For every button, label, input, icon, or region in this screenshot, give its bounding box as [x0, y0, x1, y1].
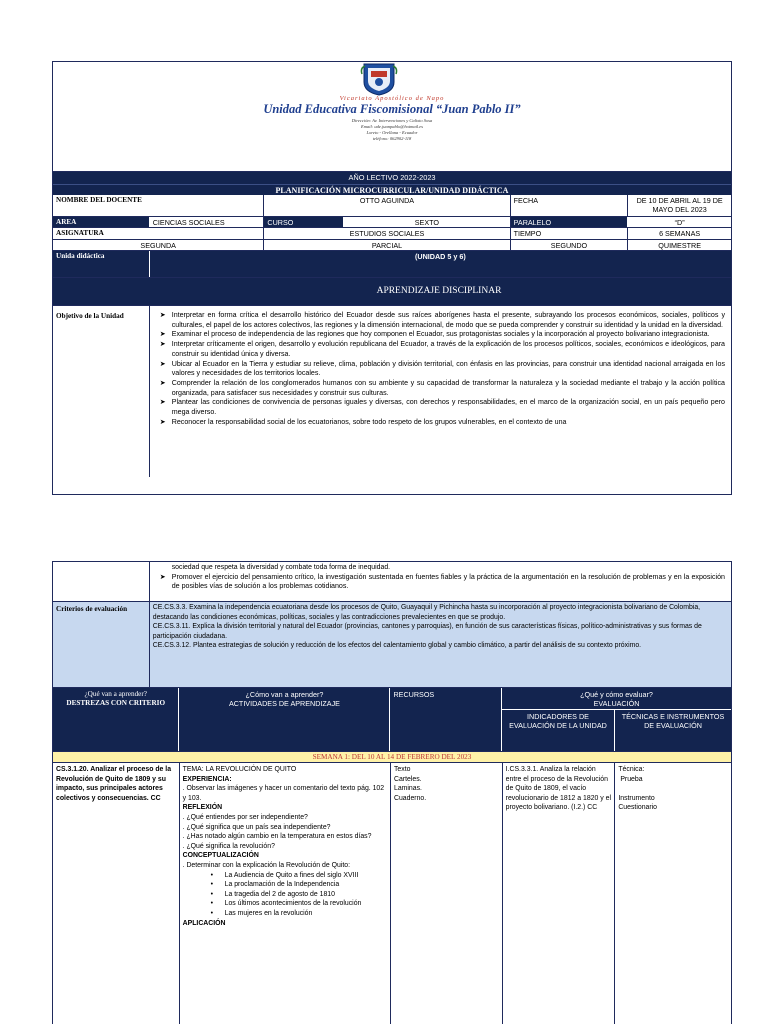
- school-year: AÑO LECTIVO 2022-2023: [348, 173, 436, 182]
- actividad-bullet: • La Audiencia de Quito a fines del siglo XVIII: [210, 871, 359, 879]
- actividad-bullet: • La proclamación de la Independencia: [210, 881, 340, 889]
- recursos-cell: [391, 763, 503, 1024]
- arrow-bullet-icon: ➤: [159, 331, 166, 339]
- arrow-bullet-icon: ➤: [159, 360, 166, 368]
- arrow-bullet-icon: ➤: [159, 341, 166, 349]
- objetivo-item: ➤ Examinar el proceso de independencia de las regiones que hoy componen el Ecuador, sus protagonistas sociales y la incorporación al proyecto bolivariano integracionista.: [159, 330, 710, 339]
- actividad-line: . ¿Has notado algún cambio en la temperatura en estos días?: [182, 833, 372, 841]
- plan-title: PLANIFICACIÓN MICROCURRICULAR/UNIDAD DIDÁCTICA: [275, 186, 509, 195]
- semana-heading: SEMANA 1: DEL 10 AL 14 DE FEBRERO DEL 2023: [312, 753, 472, 761]
- actividades-bullet-list: [211, 871, 387, 919]
- objetivo-item: ➤ Plantear las condiciones de convivencia de personas iguales y diversas, con derechos y responsabilidades, en el marco de la organización social, en un país pequeño pero mega diverso.: [159, 398, 725, 417]
- planning-page-2: [52, 561, 732, 1024]
- objetivos-continuation: [150, 562, 731, 601]
- segunda-text: SEGUNDA: [53, 240, 264, 250]
- tiempo-label: TIEMPO: [511, 228, 629, 239]
- actividad-line: TEMA: LA REVOLUCIÓN DE QUITO: [182, 766, 297, 773]
- tiempo-value: 6 SEMANAS: [659, 229, 701, 238]
- dot-bullet-icon: •: [210, 871, 214, 879]
- destreza-cell: CS.3.1.20. Analizar el proceso de la Revolución de Quito de 1809 y su impacto, sus principales actores colectivos y consecuencias. CC: [53, 763, 180, 1024]
- criterios-cell: [150, 602, 731, 687]
- docente-name: OTTO AGUINDA: [264, 195, 510, 216]
- tecnicas-cell: [615, 763, 731, 1024]
- col-destrezas-header: ¿Qué van a aprender? DESTREZAS CON CRITERIO: [53, 688, 179, 751]
- col-evaluacion-header: ¿Qué y cómo evaluar? EVALUACIÓN INDICADORES DE EVALUACIÓN DE LA UNIDAD TÉCNICAS E INSTRUMENTOS DE EVALUACIÓN: [502, 688, 731, 751]
- address-line: Dirección: Av. Intervenciones y Calixto Sosa: [351, 118, 433, 123]
- dot-bullet-icon: •: [210, 900, 214, 908]
- aplicacion-label: APLICACIÓN: [182, 919, 226, 927]
- fecha-value: DE 10 DE ABRIL AL 19 DE MAYO DEL 2023: [636, 196, 723, 214]
- actividad-line: . ¿Qué significa la revolución?: [182, 842, 275, 850]
- instrumento-label: Instrumento: [618, 794, 655, 802]
- objetivo-item: ➤ Ubicar al Ecuador en la Tierra y estudiar su relieve, clima, población y división territorial, con énfasis en las provincias, para construir una identidad nacional arraigada en los valores y necesidades de los territorios locales.: [159, 359, 725, 378]
- curso-value: SEXTO: [344, 217, 511, 227]
- indicador-cell: I.CS.3.3.1. Analiza la relación entre el proceso de la Revolución de Quito de 1809, el vacío revolucionario de 1812 a 1820 y el proyecto bolivariano. (I.2.) CC: [503, 763, 616, 1024]
- actividad-line: CONCEPTUALIZACIÓN: [182, 852, 259, 860]
- dot-bullet-icon: •: [210, 890, 214, 898]
- actividad-bullet: • La tragedia del 2 de agosto de 1810: [210, 890, 335, 898]
- quimestre-text: QUIMESTRE: [658, 241, 702, 250]
- email-line: Email: ude.juanpablo@hotmail.es: [360, 124, 423, 129]
- objetivo-item: ➤ Promover el ejercicio del pensamiento crítico, la investigación sustentada en fuentes fiables y la práctica de la argumentación en la resolución de problemas y en la exposición de posibles vías de solución a los problemas cotidianos.: [159, 572, 725, 591]
- objetivo-item: ➤ Interpretar críticamente el origen, desarrollo y evolución republicana del Ecuador, a través de la explicación de los procesos políticos, sociales, económicos e ideológicos, para construir su identidad única y diversa.: [159, 340, 725, 358]
- dot-bullet-icon: •: [210, 909, 214, 917]
- arrow-bullet-icon: ➤: [159, 379, 166, 387]
- objetivo-item: ➤ Reconocer la responsabilidad social de los ecuatorianos, sobre todo respeto de los grupos vulnerables, en el contexto de una: [159, 417, 567, 426]
- segundo-text: SEGUNDO: [511, 240, 629, 250]
- arrow-bullet-icon: ➤: [159, 418, 166, 426]
- criterios-label: Criterios de evaluación: [53, 602, 150, 687]
- planning-page-1: [52, 61, 732, 495]
- recurso-item: Laminas.: [393, 785, 422, 793]
- criterio-item: CE.CS.3.11. Explica la división territorial y natural del Ecuador (provincias, cantones y parroquias), en función de sus características físicas, político-administrativas y sus formas de participación ciudadana.: [152, 623, 702, 640]
- aprendizaje-heading: APRENDIZAJE DISCIPLINAR: [376, 286, 502, 296]
- objetivos-cell: [150, 306, 731, 477]
- actividad-line: . Observar las imágenes y hacer un comentario del texto pág. 102 y 103.: [182, 785, 385, 802]
- area-label: AREA: [53, 217, 150, 227]
- criterio-item: CE.CS.3.12. Plantea estrategias de solución y reducción de los efectos del calentamiento global y cambio climático, a partir del análisis de su contexto próximo.: [152, 642, 642, 650]
- docente-label: NOMBRE DEL DOCENTE: [53, 195, 264, 216]
- actividades-cell: [180, 763, 391, 1024]
- school-header: [53, 62, 731, 172]
- unidad-value: (UNIDAD 5 y 6): [415, 252, 466, 261]
- arrow-bullet-icon: ➤: [159, 573, 166, 581]
- col-actividades-header: ¿Cómo van a aprender? ACTIVIDADES DE APRENDIZAJE: [179, 688, 390, 751]
- actividad-line: . ¿Qué entiendes por ser independiente?: [182, 813, 308, 821]
- fecha-label: FECHA: [511, 195, 629, 216]
- actividad-bullet: • Las mujeres en la revolución: [210, 909, 313, 917]
- arrow-bullet-icon: ➤: [159, 312, 166, 319]
- curso-label: CURSO: [264, 217, 344, 227]
- recurso-item: Carteles.: [393, 775, 422, 783]
- paralelo-value: “D”: [628, 217, 731, 227]
- col-recursos-header: RECURSOS: [390, 688, 502, 751]
- recurso-item: Texto: [393, 766, 411, 773]
- tecnicas-header: TÉCNICAS E INSTRUMENTOS DE EVALUACIÓN: [621, 712, 725, 730]
- paralelo-label: PARALELO: [511, 217, 629, 227]
- dot-bullet-icon: •: [210, 881, 214, 889]
- objetivo-item: ➤ Interpretar en forma crítica el desarrollo histórico del Ecuador desde sus raíces aborígenes hasta el presente, subrayando los procesos económicos, sociales, políticos y culturales, el papel de los actores colectivos, las regiones y la dimensión internacional, de modo que se pueda comprender y construir su identidad y la unidad en la diversidad.: [159, 311, 725, 329]
- asignatura-label: ASIGNATURA: [53, 228, 264, 239]
- arrow-bullet-icon: ➤: [159, 399, 166, 407]
- parcial-text: PARCIAL: [264, 240, 510, 250]
- asignatura-value: ESTUDIOS SOCIALES: [264, 228, 510, 239]
- actividad-line: REFLEXIÓN: [182, 804, 223, 812]
- school-crest-icon: [360, 62, 398, 96]
- unidad-label: Unida didáctica: [53, 251, 150, 277]
- actividad-line: . ¿Qué significa que un país sea independiente?: [182, 823, 331, 831]
- phone-line: teléfono: 062902-118: [372, 136, 412, 141]
- continuation-text: sociedad que respeta la diversidad y combate toda forma de inequidad.: [171, 564, 391, 571]
- objetivo-label: Objetivo de la Unidad: [53, 306, 150, 477]
- recurso-item: Cuaderno.: [393, 794, 427, 802]
- criterio-item: CE.CS.3.3. Examina la independencia ecuatoriana desde los procesos de Quito, Guayaquil y Pichincha hasta su incorporación al proyecto integracionista bolivariano de Colombia, destacando las condiciones económicas, políticas, sociales y las contradicciones prevalecientes en que se produjo.: [152, 604, 701, 621]
- actividad-line: . Determinar con la explicación la Revolución de Quito:: [182, 861, 350, 869]
- indicadores-header: INDICADORES DE EVALUACIÓN DE LA UNIDAD: [502, 710, 615, 751]
- objetivos-list: [160, 311, 725, 427]
- school-name: Unidad Educativa Fiscomisional “Juan Pablo II”: [263, 102, 521, 116]
- location-line: Loreto - Orellana - Ecuador: [366, 130, 418, 135]
- tecnica-value: Prueba: [620, 775, 643, 783]
- objetivo-item: ➤ Comprender la relación de los conglomerados humanos con su ambiente y su capacidad de transformar la naturaleza y la sociedad mediante el trabajo y la acción política organizada, para satisfacer sus necesidades y construir sus culturas.: [159, 378, 725, 397]
- actividad-bullet: • Los últimos acontecimientos de la revolución: [210, 900, 362, 908]
- vicariato-text: Vicariato Apostólico de Napo: [339, 95, 445, 102]
- instrumento-value: Cuestionario: [618, 804, 658, 812]
- tecnica-label: Técnica:: [618, 766, 645, 773]
- area-value: CIENCIAS SOCIALES: [150, 217, 265, 227]
- actividad-line: EXPERIENCIA:: [182, 775, 232, 783]
